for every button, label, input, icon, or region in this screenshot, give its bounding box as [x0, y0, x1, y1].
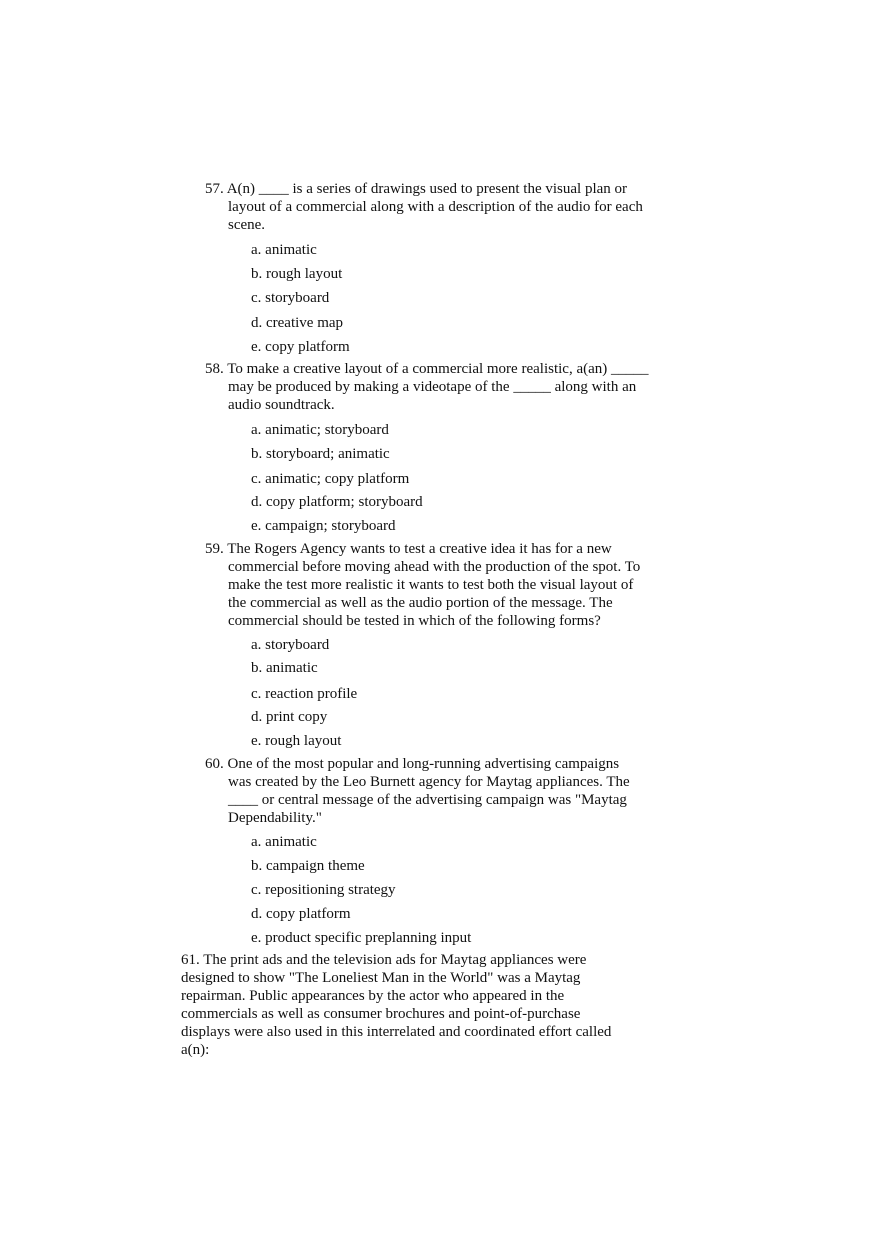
answer-option: b. campaign theme	[251, 858, 365, 874]
question-text-line: displays were also used in this interrelated and coordinated effort called	[181, 1024, 612, 1040]
question-number: 58.	[205, 361, 224, 377]
answer-option: c. storyboard	[251, 290, 330, 306]
question-60	[205, 755, 665, 827]
question-59	[205, 540, 665, 630]
question-text-line: the commercial as well as the audio portion of the message. The	[228, 595, 613, 611]
question-text-line: 59. The Rogers Agency wants to test a creative idea it has for a new	[205, 541, 612, 557]
answer-option: d. creative map	[251, 315, 344, 331]
answer-option: b. animatic	[251, 660, 318, 676]
question-61	[181, 951, 651, 1059]
question-57	[205, 180, 665, 234]
question-text-line: scene.	[228, 217, 266, 233]
question-text-line: make the test more realistic it wants to test both the visual layout of	[228, 577, 634, 593]
question-number: 59.	[205, 541, 224, 557]
question-text-line: a(n):	[181, 1042, 210, 1058]
question-text-line: 61. The print ads and the television ads for Maytag appliances were	[181, 952, 587, 968]
question-number: 60.	[205, 756, 224, 772]
answer-option: e. product specific preplanning input	[251, 930, 472, 946]
question-text-line: repairman. Public appearances by the actor who appeared in the	[181, 988, 565, 1004]
question-58	[205, 360, 665, 414]
question-text-line: Dependability."	[228, 810, 322, 826]
question-text-line: designed to show "The Loneliest Man in the World" was a Maytag	[181, 970, 581, 986]
question-text-line: was created by the Leo Burnett agency for Maytag appliances. The	[228, 774, 630, 790]
answer-option: e. copy platform	[251, 339, 350, 355]
answer-option: d. copy platform; storyboard	[251, 494, 423, 510]
question-text-line: 60. One of the most popular and long-running advertising campaigns	[205, 756, 620, 772]
answer-option: d. print copy	[251, 709, 328, 725]
answer-option: d. copy platform	[251, 906, 351, 922]
question-number: 57.	[205, 181, 224, 197]
answer-option: a. animatic	[251, 242, 317, 258]
answer-option: c. repositioning strategy	[251, 882, 396, 898]
question-text-line: 57. A(n) ____ is a series of drawings used to present the visual plan or	[205, 181, 628, 197]
answer-option: a. storyboard	[251, 637, 330, 653]
question-text-line: commercial before moving ahead with the production of the spot. To	[228, 559, 641, 575]
answer-option: e. rough layout	[251, 733, 342, 749]
answer-option: b. storyboard; animatic	[251, 446, 390, 462]
answer-option: e. campaign; storyboard	[251, 518, 396, 534]
answer-option: a. animatic; storyboard	[251, 422, 389, 438]
question-text-line: ____ or central message of the advertising campaign was "Maytag	[228, 792, 627, 808]
question-text-line: commercial should be tested in which of the following forms?	[228, 613, 601, 629]
question-text-line: may be produced by making a videotape of the _____ along with an	[228, 379, 637, 395]
answer-option: c. animatic; copy platform	[251, 471, 410, 487]
answer-option: c. reaction profile	[251, 686, 358, 702]
question-text-line: commercials as well as consumer brochures and point-of-purchase	[181, 1006, 581, 1022]
question-text-line: layout of a commercial along with a description of the audio for each	[228, 199, 643, 215]
answer-option: b. rough layout	[251, 266, 343, 282]
answer-option: a. animatic	[251, 834, 317, 850]
question-text-line: audio soundtrack.	[228, 397, 335, 413]
question-number: 61.	[181, 952, 200, 968]
question-text-line: 58. To make a creative layout of a commercial more realistic, a(an) _____	[205, 361, 649, 377]
